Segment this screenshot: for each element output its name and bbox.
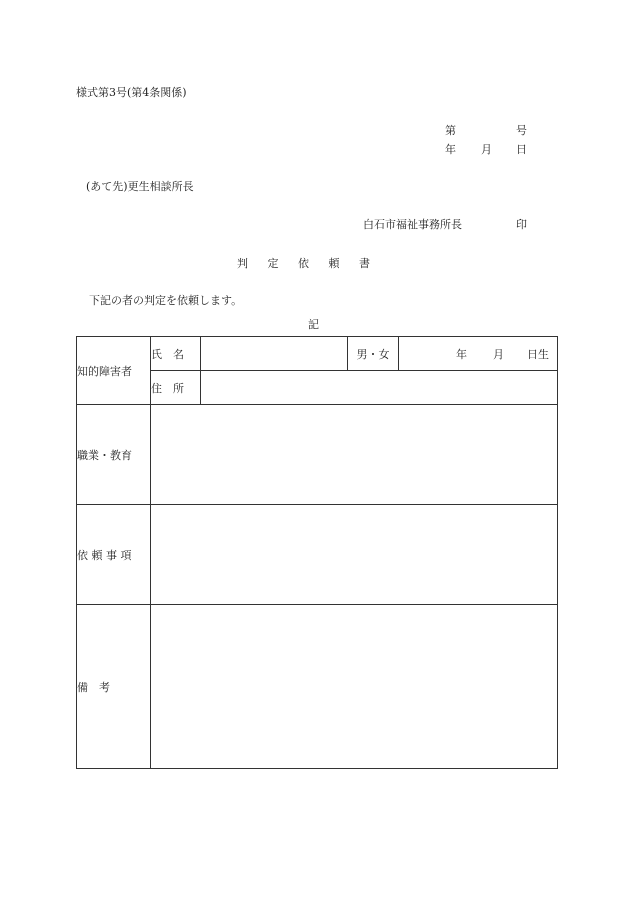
birth-day: 日生 xyxy=(527,347,549,361)
birth-date-field[interactable] xyxy=(399,337,558,371)
remarks-label: 備 考 xyxy=(77,605,151,769)
intro-text: 下記の者の判定を依頼します。 xyxy=(89,294,243,307)
sender-seal: 印 xyxy=(516,218,527,231)
page-title: 判 定 依 頼 書 xyxy=(237,257,370,270)
date-year: 年 xyxy=(445,143,456,156)
sender-name: 白石市福祉事務所長 xyxy=(363,218,462,231)
address-field[interactable] xyxy=(201,371,558,405)
form-number: 様式第3号(第4条関係) xyxy=(76,86,187,99)
request-label: 依 頼 事 項 xyxy=(77,505,151,605)
birth-year: 年 xyxy=(456,347,467,361)
date-day: 日 xyxy=(516,143,527,156)
occupation-label: 職業・教育 xyxy=(77,405,151,505)
name-row xyxy=(77,337,558,371)
sex-field[interactable]: 男・女 xyxy=(348,337,399,371)
remarks-field[interactable] xyxy=(151,605,558,769)
record-label: 記 xyxy=(308,318,319,331)
date-month: 月 xyxy=(481,143,492,156)
birth-month: 月 xyxy=(493,347,504,361)
occupation-field[interactable] xyxy=(151,405,558,505)
name-label: 氏 名 xyxy=(151,337,201,371)
name-field[interactable] xyxy=(201,337,348,371)
group-label: 知的障害者 xyxy=(77,337,151,405)
occupation-row xyxy=(77,405,558,505)
request-row xyxy=(77,505,558,605)
recipient: (あて先)更生相談所長 xyxy=(86,180,194,193)
address-label: 住 所 xyxy=(151,371,201,405)
doc-number-prefix: 第 xyxy=(445,124,456,137)
remarks-row xyxy=(77,605,558,769)
request-field[interactable] xyxy=(151,505,558,605)
doc-number-suffix: 号 xyxy=(516,124,527,137)
request-form-table xyxy=(76,336,558,769)
